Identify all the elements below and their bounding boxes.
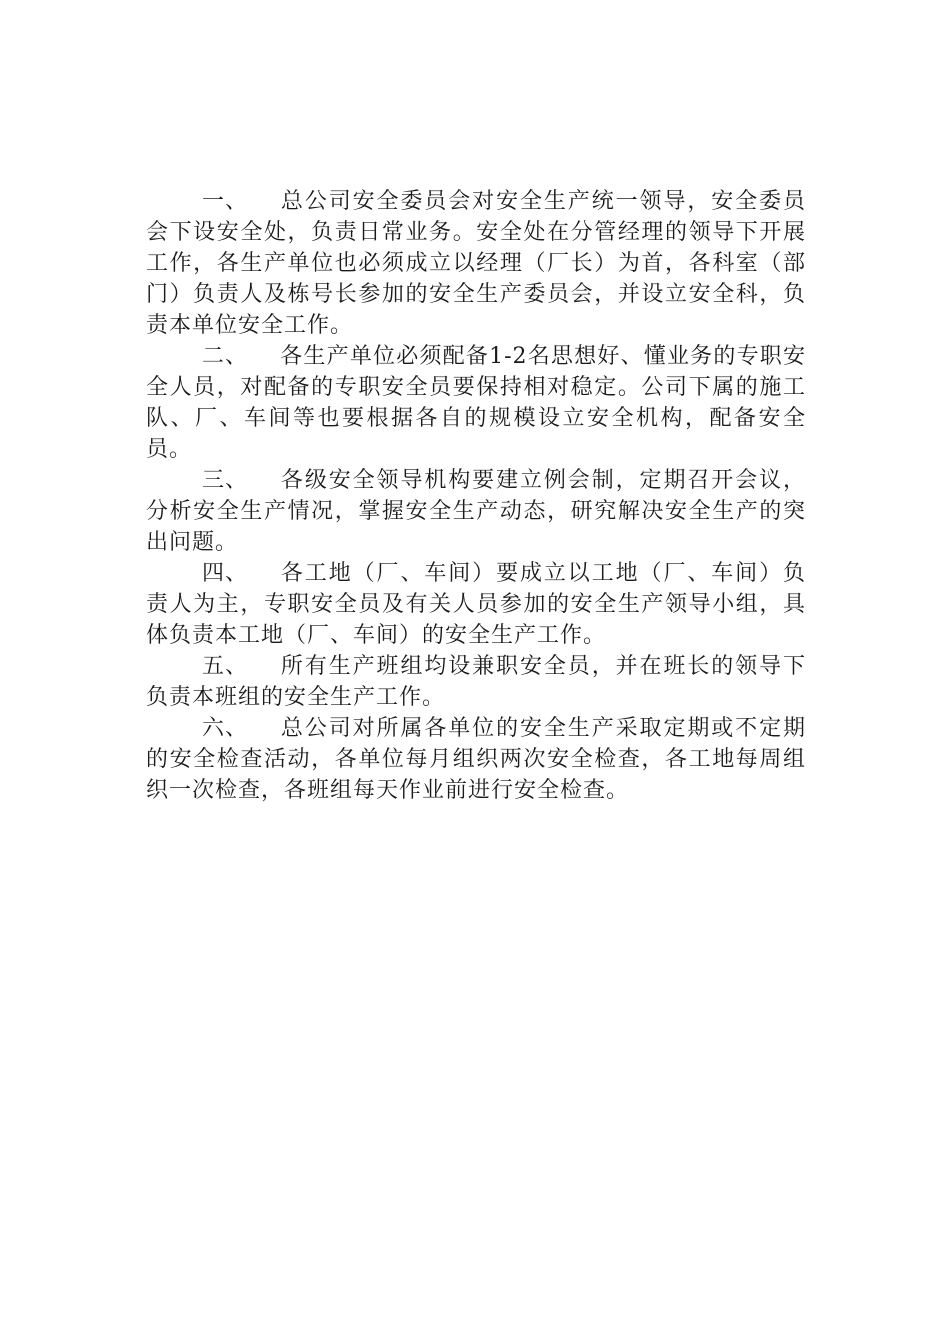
paragraph-number: 三、 (202, 468, 249, 493)
paragraph-5 (146, 651, 806, 713)
document-body (146, 186, 806, 806)
paragraph-1 (146, 186, 806, 341)
paragraph-3 (146, 465, 806, 558)
paragraph-number: 二、 (202, 344, 249, 369)
paragraph-4 (146, 558, 806, 651)
paragraph-text: 总公司对所属各单位的安全生产采取定期或不定期的安全检查活动，各单位每月组织两次安全检查，各工地每周组织一次检查，各班组每天作业前进行安全检查。 (146, 716, 806, 803)
paragraph-2 (146, 341, 806, 465)
paragraph-number: 五、 (202, 654, 249, 679)
paragraph-6 (146, 713, 806, 806)
paragraph-text: 各工地（厂、车间）要成立以工地（厂、车间）负责人为主，专职安全员及有关人员参加的安全生产领导小组，具体负责本工地（厂、车间）的安全生产工作。 (146, 561, 806, 648)
paragraph-number: 六、 (202, 716, 249, 741)
paragraph-text: 各级安全领导机构要建立例会制，定期召开会议，分析安全生产情况，掌握安全生产动态，研究解决安全生产的突出问题。 (146, 468, 806, 555)
paragraph-text: 各生产单位必须配备1-2名思想好、懂业务的专职安全人员，对配备的专职安全员要保持相对稳定。公司下属的施工队、厂、车间等也要根据各自的规模设立安全机构，配备安全员。 (146, 344, 806, 462)
paragraph-text: 总公司安全委员会对安全生产统一领导，安全委员会下设安全处，负责日常业务。安全处在分管经理的领导下开展工作，各生产单位也必须成立以经理（厂长）为首，各科室（部门）负责人及栋号长参加的安全生产委员会，并设立安全科，负责本单位安全工作。 (146, 189, 806, 338)
paragraph-number: 一、 (202, 189, 249, 214)
paragraph-number: 四、 (202, 561, 249, 586)
paragraph-text: 所有生产班组均设兼职安全员，并在班长的领导下负责本班组的安全生产工作。 (146, 654, 806, 710)
